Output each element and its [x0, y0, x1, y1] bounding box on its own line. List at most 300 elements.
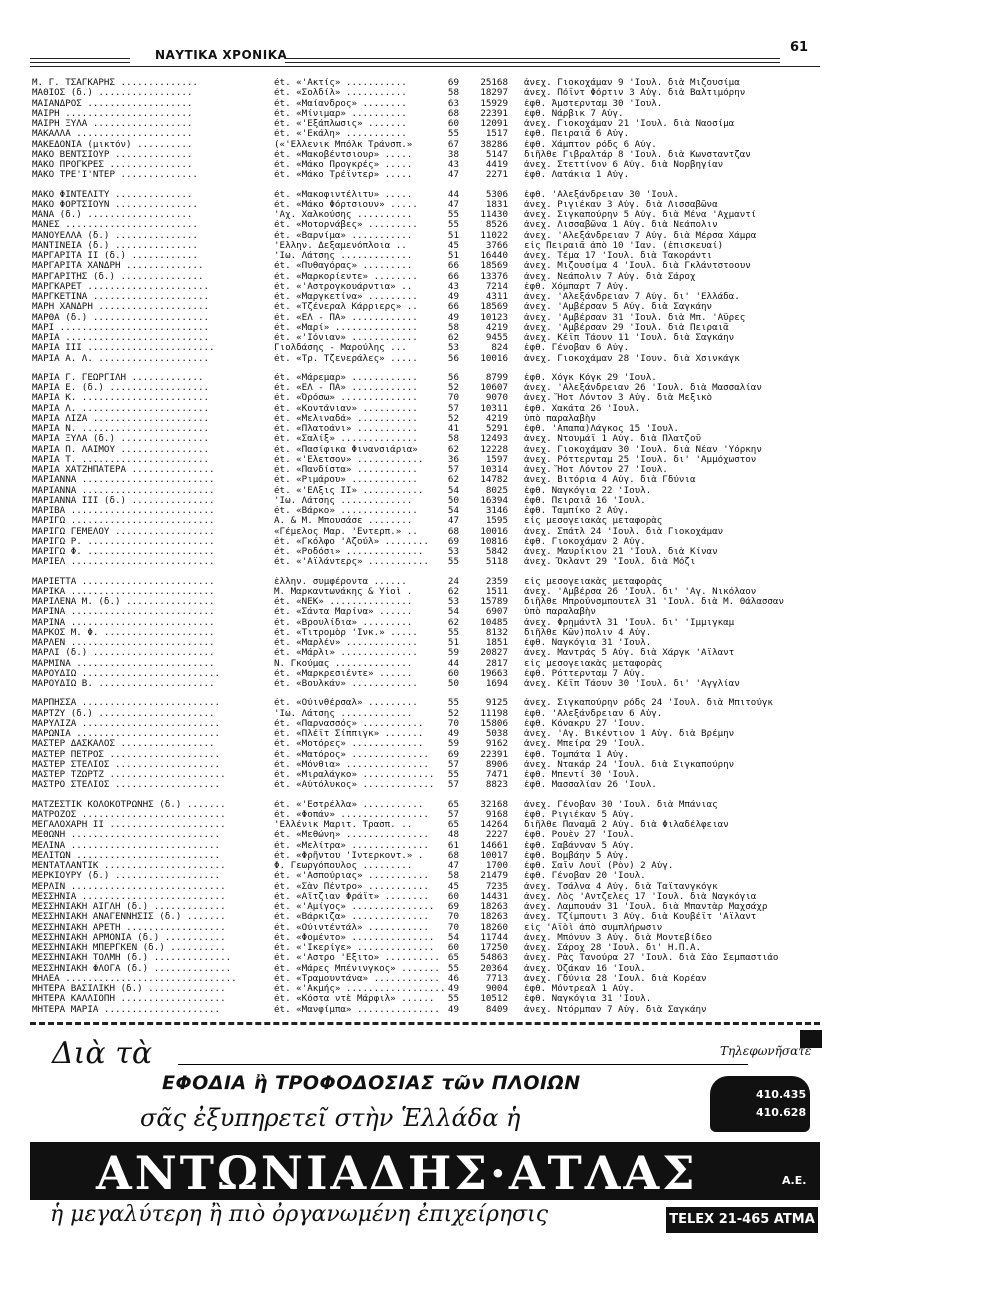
owner-agent: ét. «Μάκο Φόρτσιουν» ..... — [274, 199, 418, 210]
voyage-status: ἐφθ. Κόνακρυ 27 'Ιουν. — [524, 718, 646, 729]
owner-agent: 'Ιω. Λάτσης ............. — [274, 495, 413, 506]
voyage-status: ἐφθ. Γιοκοχάμαν 2 Αὐγ. — [524, 536, 646, 547]
tonnage: 8799 — [485, 372, 508, 383]
ship-name: ΜΑΡΘΑ (δ.) ..................... — [32, 312, 210, 323]
ad-telephone-box — [710, 1076, 810, 1132]
voyage-status: ἀνεχ. 'Αμβέρσαν 31 'Ιουλ. διὰ Μπ. 'Αϋρες — [524, 312, 746, 323]
ship-name: ΜΑΡΙΚΑ .......................... — [32, 586, 215, 597]
ship-name: ΜΑΡΙΝΑ .......................... — [32, 617, 215, 628]
ship-name: ΜΑΡΙΑ .......................... — [32, 333, 210, 343]
tonnage: 18263 — [480, 912, 508, 923]
ship-row — [32, 434, 792, 444]
voyage-status: εἰς 'Αϊὸὶ ἀπὸ συμπλήρωσιν — [524, 922, 663, 933]
owner-agent: ét. «Φοπάν» ................ — [274, 809, 429, 820]
voyage-status: ἐφθ. 'Απαπα)Λάγκος 15 'Ιουλ. — [524, 424, 679, 434]
ship-row — [32, 150, 792, 160]
owner-agent: ét. «Κόστα ντὲ Μάρφιλ» ...... — [274, 994, 435, 1005]
owner-agent: ét. «Μοτορνάβες» ......... — [274, 220, 418, 231]
ad-phone-1: 410.435 — [756, 1088, 807, 1101]
ship-row — [32, 88, 792, 98]
build-year: 55 — [447, 627, 459, 638]
voyage-status: ἀνεχ. Ντακάρ 24 'Ιουλ. διὰ Σιγκαπούρην — [524, 759, 735, 770]
ship-listing — [32, 78, 792, 1024]
ad-company-name: ΑΝΤΩΝΙΑΔΗΣ·ΑΤΛΑΣ — [96, 1146, 698, 1200]
ship-name: ΜΕΡΚΙΟΥΡΥ (δ.) ................... — [32, 871, 221, 882]
build-year: 47 — [447, 199, 459, 210]
tonnage: 22391 — [480, 749, 508, 760]
owner-agent: Φ. Γεωργόπουλος ......... — [274, 861, 413, 871]
tonnage: 18297 — [480, 88, 508, 99]
owner-agent: ét. «Ούιντέντάλ» ........... — [274, 922, 429, 933]
ship-name: ΜΑΝΤΙΝΕΙΑ (δ.) ............... — [32, 240, 198, 251]
owner-agent: ét. «Βουλκάν» ............ — [274, 679, 418, 689]
ship-row — [32, 597, 792, 607]
voyage-status: ἀνεχ. Μπόνυν 3 Αὐγ. διὰ Μοντεβίδεο — [524, 932, 713, 943]
voyage-status: ἐφθ. Πειραιᾶ 6 Αὐγ. — [524, 129, 630, 140]
build-year: 65 — [447, 799, 459, 810]
tonnage: 9004 — [485, 984, 508, 994]
voyage-status: εἰς Πειραιᾶ ἀπὸ 10 'Ιαν. (ἐπισκευαί) — [524, 240, 724, 251]
voyage-status: ἀνεχ. Ρὰς Τανούρα 27 'Ιουλ. διὰ Σὰο Σεμπαστιάο — [524, 953, 779, 964]
owner-agent: ét. «Μαρλέν» ............. — [274, 638, 418, 648]
build-year: 49 — [447, 729, 459, 739]
owner-agent: ét. «Παρνασσός» ........... — [274, 718, 424, 729]
ship-row — [32, 607, 792, 617]
ship-row — [32, 373, 792, 383]
owner-agent: ét. «ΕΛ - ΠΑ» ............ — [274, 312, 418, 323]
ad-company-banner — [30, 1142, 820, 1200]
ship-name: ΜΑΡΓΑΡΙΤΗΣ (δ.) ............... — [32, 271, 204, 282]
owner-agent: ét. «Πασίφικα Φινανσιάρια» — [274, 444, 418, 455]
build-year: 52 — [447, 383, 459, 393]
ship-name: ΜΑΡΟΥΔΙΩ Β. ..................... — [32, 679, 215, 689]
tonnage: 8526 — [485, 220, 508, 231]
ship-row — [32, 557, 792, 567]
ship-row — [32, 210, 792, 220]
tonnage: 5291 — [485, 424, 508, 434]
owner-agent: ét. «'Ιόνιαν» ............ — [274, 333, 418, 343]
header-rule-left — [30, 58, 130, 59]
voyage-status: ἀνεχ. Γδύνια 28 'Ιουλ. διὰ Κορέαν — [524, 973, 707, 984]
ship-name: ΜΑΝΑ (δ.) ................... — [32, 210, 193, 220]
build-year: 57 — [447, 465, 459, 475]
tonnage: 5118 — [485, 557, 508, 568]
owner-agent: ét. «Μελιναδά» ........... — [274, 413, 418, 424]
ad-telex: TELEX 21-465 ATMA GR. — [666, 1207, 818, 1233]
build-year: 47 — [447, 861, 459, 871]
build-year: 60 — [447, 119, 459, 129]
ship-name: ΜΑΡΓΚΑΡΕΤ ...................... — [32, 281, 210, 292]
ship-name: ΜΕΣΣΗΝΙΑΚΗ ΑΡΕΤΗ .................. — [32, 922, 226, 933]
build-year: 57 — [447, 403, 459, 414]
section-divider — [30, 1022, 820, 1025]
ship-row — [32, 923, 792, 933]
tonnage: 3766 — [485, 240, 508, 251]
ad-subheadline: σᾶς ἐξυπηρετεῖ στὴν Ἑλλάδα ἡ — [140, 1104, 521, 1132]
ship-group — [32, 800, 792, 1015]
voyage-status: ἀνεχ. Μπείρα 29 'Ιουλ. — [524, 739, 646, 750]
ship-row — [32, 861, 792, 871]
owner-agent: ét. «Αὐτόλυκος» ............. — [274, 780, 435, 791]
build-year: 55 — [447, 220, 459, 231]
voyage-status: ἀνεχ. Ἥοτ Λόντον 27 'Ιουλ. — [524, 465, 668, 475]
voyage-status: ὑπὸ παραλαβὴν — [524, 607, 596, 618]
tonnage: 18569 — [480, 261, 508, 272]
tonnage: 25168 — [480, 78, 508, 88]
owner-agent: ét. «'ΕΛξις ΙΙ» ........... — [274, 485, 424, 496]
tonnage: 8906 — [485, 759, 508, 770]
ship-row — [32, 841, 792, 851]
build-year: 55 — [447, 770, 459, 780]
tonnage: 1595 — [485, 516, 508, 527]
voyage-status: ἀνεχ. Σιγκαπούρην ρόδς 24 'Ιουλ. διὰ Μπιτούγκ — [524, 698, 773, 709]
owner-agent: ét. «Βαρνίμα» ........... — [274, 230, 413, 241]
ship-name: ΜΕΛΙΝΑ ........................... — [32, 840, 221, 851]
ship-row — [32, 679, 792, 689]
voyage-status: ἐφθ. Βομβάην 5 Αὐγ. — [524, 850, 630, 861]
owner-agent: 'Αχ. Χαλκούσης .......... — [274, 210, 413, 220]
voyage-status: ἀνεχ. Γιοκοχάμαν 28 'Ιουν. διὰ Χσινκάγκ — [524, 353, 740, 364]
ship-row — [32, 78, 792, 88]
ship-name: ΜΑΡΙΑ Ν. ....................... — [32, 424, 210, 434]
ad-underline — [178, 1064, 748, 1065]
owner-agent: ét. «Σάντα Μαρίνα» ...... — [274, 607, 413, 618]
ship-name: ΜΑΡΙΓΩ Ρ. ....................... — [32, 536, 215, 547]
ship-name: ΜΑΡΓΑΡΙΤΑ ΙΙ (δ.) ............ — [32, 251, 198, 261]
tonnage: 19663 — [480, 668, 508, 679]
ship-name: ΜΑΡΥΛΙΖΑ ......................... — [32, 718, 221, 729]
tonnage: 14661 — [480, 840, 508, 851]
ship-name: ΜΑΚΟ ΤΡΕ'Ι'ΝΤΕΡ .............. — [32, 170, 198, 181]
owner-agent: ét. «'Ελετσον» ............ — [274, 454, 424, 465]
owner-agent: ét. «Σολδίλ» ........... — [274, 88, 407, 99]
ship-row — [32, 547, 792, 557]
advertisement — [30, 1032, 820, 1253]
voyage-status: ἐφθ. Γένοβαν 20 'Ιουλ. — [524, 871, 646, 882]
ship-row — [32, 974, 792, 984]
ship-name: ΜΑΡΛΙ (δ.) ...................... — [32, 648, 215, 659]
ship-name: ΜΕΣΣΗΝΙΑΚΗ ΦΛΟΓΑ (δ.) .............. — [32, 963, 232, 974]
build-year: 38 — [447, 149, 459, 160]
voyage-status: ἀνεχ. Λαμπουάν 31 'Ιουλ. διὰ Μπαντὰρ Μαχσάχρ — [524, 902, 768, 912]
tonnage: 5147 — [485, 149, 508, 160]
build-year: 60 — [447, 943, 459, 953]
voyage-status: ἐφθ. Γένοβαν 6 Αὐγ. — [524, 343, 630, 354]
ship-row — [32, 750, 792, 760]
tonnage: 11198 — [480, 708, 508, 719]
build-year: 60 — [447, 891, 459, 902]
voyage-status: ἀνεχ. Ντόρμπαν 7 Αὐγ. διὰ Σαγκάην — [524, 1004, 707, 1015]
voyage-status: ἀνεχ. Στεττίνον 6 Αὐγ. διὰ Νορβηγίαν — [524, 160, 724, 170]
build-year: 52 — [447, 413, 459, 424]
ship-name: ΜΑΚΑΛΛΑ ..................... — [32, 129, 193, 140]
ship-name: ΜΑΡΟΥΔΙΩ ......................... — [32, 668, 221, 679]
owner-agent: ét. «Μοτόρες» ............. — [274, 739, 424, 750]
tonnage: 12228 — [480, 444, 508, 455]
voyage-status: ἀνεχ. Τζίμπουτι 3 Αὐγ. διὰ Κουβέϊτ 'Αϊλαντ — [524, 912, 757, 923]
header-rule-left-2 — [30, 62, 130, 63]
ad-telephone-block — [690, 1044, 830, 1134]
ship-name: ΜΕΣΣΗΝΙΑΚΗ ΜΠΕΡΓΚΕΝ (δ.) .......... — [32, 943, 226, 953]
voyage-status: ἀνεχ. 'Αμβέρσαν 29 'Ιουλ. διὰ Πειραιᾶ — [524, 322, 729, 333]
ship-name: ΜΕΣΣΗΝΙΑΚΗ ΑΙΓΛΗ (δ.) ............. — [32, 902, 226, 912]
owner-agent: ét. «Μακοβέντσιουρ» ..... — [274, 149, 413, 160]
build-year: 69 — [447, 78, 459, 88]
ship-row — [32, 984, 792, 994]
build-year: 51 — [447, 251, 459, 261]
voyage-status: ἐφθ. Μασσαλίαν 26 'Ιουλ. — [524, 780, 657, 791]
build-year: 54 — [447, 485, 459, 496]
tonnage: 4219 — [485, 413, 508, 424]
ad-company-suffix: Α.Ε. — [782, 1174, 807, 1187]
owner-agent: ét. «Μάρεμαρ» ............ — [274, 372, 418, 383]
voyage-status: ἐφθ. Σαῖν Λουΐ (Ρὸν) 2 Αὐγ. — [524, 861, 674, 871]
build-year: 43 — [447, 281, 459, 292]
build-year: 55 — [447, 698, 459, 709]
ship-group — [32, 373, 792, 568]
build-year: 68 — [447, 526, 459, 537]
ship-name: ΜΑΡΙΓΩ Φ. ....................... — [32, 547, 215, 557]
owner-agent: 'Ιω. Λάτσης ............. — [274, 708, 413, 719]
voyage-status: ἀνεχ. 'Αγ. Βικέντιον 1 Αὐγ. διὰ Βρέμην — [524, 729, 735, 739]
ship-name: ΜΑΚΟ ΒΕΝΤΣΙΟΥΡ .............. — [32, 149, 193, 160]
voyage-status: ἐφθ. Ναγκόγια 22 'Ιουλ. — [524, 485, 652, 496]
owner-agent: ét. «Όρόσω» .............. — [274, 393, 418, 404]
ship-row — [32, 292, 792, 302]
owner-agent: ét. «Φομέντο» ............... — [274, 932, 435, 943]
tonnage: 32168 — [480, 799, 508, 810]
build-year: 44 — [447, 189, 459, 200]
ship-name: ΜΑΣΤΕΡ ΣΤΕΛΙΟΣ ................... — [32, 759, 221, 770]
build-year: 57 — [447, 809, 459, 820]
ship-row — [32, 465, 792, 475]
build-year: 46 — [447, 973, 459, 984]
owner-agent: Ν. Γκούμας .............. — [274, 658, 413, 669]
ship-name: ΜΑΡΜΙΝΑ ......................... — [32, 658, 215, 669]
ship-row — [32, 698, 792, 708]
build-year: 65 — [447, 953, 459, 964]
ad-tagline: ἡ μεγαλύτερη ἢ πιὸ ὀργανωμένη ἐπιχείρησις — [50, 1202, 549, 1227]
build-year: 47 — [447, 170, 459, 181]
ad-headline: ΕΦΟΔΙΑ ἢ ΤΡΟΦΟΔΟΣΙΑΣ τῶν ΠΛΟΙΩΝ — [162, 1072, 581, 1094]
ship-name: ΜΑΡΙΑ Κ. ....................... — [32, 393, 210, 404]
tonnage: 10512 — [480, 994, 508, 1005]
ship-row — [32, 272, 792, 282]
voyage-status: ἐφθ. Μπεντί 30 'Ιουλ. — [524, 770, 641, 780]
owner-agent: ét. «Αἴτζιαν Φράϊτ» ........ — [274, 891, 429, 902]
build-year: 65 — [447, 820, 459, 830]
ship-row — [32, 648, 792, 658]
tonnage: 2817 — [485, 658, 508, 669]
tonnage: 22391 — [480, 108, 508, 119]
ship-name: ΜΑΡΓΚΕΤΙΝΑ ..................... — [32, 292, 210, 302]
tonnage: 7214 — [485, 281, 508, 292]
voyage-status: ἀνεχ. Κέϊπ Τάουν 30 'Ιουλ. δι' 'Αγγλίαν — [524, 679, 740, 689]
build-year: 49 — [447, 292, 459, 302]
ship-name: ΜΑΡΙΑ ΛΙΖΑ ..................... — [32, 413, 210, 424]
ship-row — [32, 1005, 792, 1015]
page-header — [30, 40, 820, 66]
ship-name: ΜΑΡΙΑ Α. Λ. .................... — [32, 353, 210, 364]
ship-name: ΜΗΛΕΑ ............................... — [32, 973, 237, 984]
ship-row — [32, 160, 792, 170]
ship-row — [32, 496, 792, 506]
ship-group — [32, 190, 792, 364]
owner-agent: ἑλλην. συμφέροντα ...... — [274, 576, 407, 587]
ship-name: ΜΑΡΙΕΛ .......................... — [32, 557, 215, 568]
ship-row — [32, 739, 792, 749]
ship-group — [32, 78, 792, 181]
ship-group — [32, 698, 792, 790]
ship-row — [32, 323, 792, 333]
voyage-status: διῆλθε Γιβραλτάρ 8 'Ιουλ. διὰ Κωνσταντζαν — [524, 149, 751, 160]
tonnage: 824 — [491, 343, 508, 354]
owner-agent: ét. «ΕΛ - ΠΑ» ............ — [274, 383, 418, 393]
build-year: 36 — [447, 454, 459, 465]
voyage-status: ἀνεχ. Κέϊπ Τάουν 11 'Ιουλ. διὰ Σαγκάην — [524, 333, 735, 343]
owner-agent: ét. «Ούινθέρσαλ» ......... — [274, 698, 418, 709]
ship-name: ΜΑΚΟ ΦΟΡΤΣΙΟΥΝ ............... — [32, 199, 198, 210]
tonnage: 10485 — [480, 617, 508, 628]
ad-phone-2: 410.628 — [756, 1106, 807, 1119]
ship-name: ΜΑΡΙΑ Τ. ....................... — [32, 454, 210, 465]
tonnage: 2271 — [485, 170, 508, 181]
ship-row — [32, 313, 792, 323]
ship-name: ΜΑΡΙΑ Ε. (δ.) .................. — [32, 383, 210, 393]
build-year: 44 — [447, 658, 459, 669]
build-year: 58 — [447, 88, 459, 99]
ship-row — [32, 516, 792, 526]
owner-agent: ét. «Μάρες Μπένινγκος» ....... — [274, 963, 440, 974]
ship-name: ΜΑΡΙΑ Π. ΛΑΙΜΟΥ ................ — [32, 444, 210, 455]
voyage-status: ἀνεχ. Φρημάντλ 31 'Ιουλ. δι' 'Ιμμιγκαμ — [524, 617, 735, 628]
tonnage: 1851 — [485, 638, 508, 648]
voyage-status: ἀνεχ. Γιοκοχάμαν 30 'Ιουλ. διὰ Νέαν 'Υόρκην — [524, 444, 762, 455]
tonnage: 10314 — [480, 465, 508, 475]
build-year: 70 — [447, 718, 459, 729]
ship-row — [32, 729, 792, 739]
owner-agent: ét. «Βρουλίδια» ......... — [274, 617, 413, 628]
ship-row — [32, 302, 792, 312]
build-year: 55 — [447, 210, 459, 220]
owner-agent: ét. «Πλέϊτ Σίππιγκ» ....... — [274, 729, 424, 739]
voyage-status: ἀνεχ. Μαντράς 5 Αὐγ. διὰ Χάργκ 'Αϊλαντ — [524, 648, 735, 659]
tonnage: 5842 — [485, 547, 508, 557]
voyage-status: ἀνεχ. Ριγιέκαν 3 Αὐγ. διὰ Λισσαβῶνα — [524, 199, 718, 210]
build-year: 62 — [447, 586, 459, 597]
ship-row — [32, 709, 792, 719]
owner-agent: ét. «Τραμουντάνα» ............ — [274, 973, 440, 984]
ship-name: ΜΕΣΣΗΝΙΑΚΗ ΤΟΛΜΗ (δ.) .............. — [32, 953, 232, 964]
tonnage: 9162 — [485, 739, 508, 750]
ship-row — [32, 933, 792, 943]
voyage-status: ἀνεχ. Ρόττερνταμ 25 'Ιουλ. δι' 'Αμμόχωστον — [524, 454, 757, 465]
voyage-status: εἰς μεσογειακὰς μεταφορὰς — [524, 658, 663, 669]
ship-row — [32, 383, 792, 393]
tonnage: 12493 — [480, 434, 508, 445]
build-year: 58 — [447, 322, 459, 333]
voyage-status: ἐφθ. 'Αλεξάνδρειαν 30 'Ιουλ. — [524, 189, 679, 200]
voyage-status: ἀνεχ. 'Αλεξάνδρειαν 26 'Ιουλ. διὰ Μασσαλίαν — [524, 383, 762, 393]
tonnage: 2227 — [485, 830, 508, 841]
ship-name: ΜΑΡΙΑΝΝΑ ΙΙΙ (δ.) ............... — [32, 495, 215, 506]
ship-name: ΜΗΤΕΡΑ ΒΑΣΙΛΙΚΗ (δ.) .............. — [32, 984, 226, 994]
owner-agent: ét. «Μαρκρεσιέντε» ...... — [274, 668, 413, 679]
voyage-status: ἐφθ. Χόμπαρτ 7 Αὐγ. — [524, 281, 630, 292]
voyage-status: ἀνεχ. Νεάπολιν 7 Αὐγ. διὰ Σάροχ — [524, 271, 696, 282]
ship-row — [32, 719, 792, 729]
ship-name: ΜΑΡΛΕΝ .......................... — [32, 638, 215, 648]
owner-agent: Α. & Μ. Μπουσάσε ........ — [274, 516, 413, 527]
ship-row — [32, 871, 792, 881]
tonnage: 10607 — [480, 383, 508, 393]
owner-agent: ét. «Κοντάνιαν» .......... — [274, 403, 418, 414]
owner-agent: ét. «'Αστρο 'Εξιτο» .......... — [274, 953, 440, 964]
owner-agent: ét. «Μίνιμαρ» .......... — [274, 108, 407, 119]
owner-agent: ét. «Βάρκιζα» .............. — [274, 912, 429, 923]
tonnage: 10016 — [480, 526, 508, 537]
owner-agent: ét. «Μαίανδρος» ........ — [274, 98, 407, 109]
tonnage: 18263 — [480, 902, 508, 912]
ship-name: ΜΑΤΖΕΣΤΙΚ ΚΟΛΟΚΟΤΡΩΝΗΣ (δ.) ....... — [32, 799, 226, 810]
ship-row — [32, 424, 792, 434]
build-year: 24 — [447, 576, 459, 587]
ship-row — [32, 99, 792, 109]
voyage-status: διῆλθε Μπρούνσμπουτελ 31 'Ιουλ. διὰ Μ. Θάλασσαν — [524, 597, 784, 607]
tonnage: 12091 — [480, 119, 508, 129]
build-year: 62 — [447, 444, 459, 455]
page-number: 61 — [790, 40, 809, 55]
tonnage: 10017 — [480, 850, 508, 861]
tonnage: 10016 — [480, 353, 508, 364]
voyage-status: ὑπὸ παραλαβὴν — [524, 413, 596, 424]
owner-agent: ét. «Φρῆντου 'Ιντερκοντ.» . — [274, 850, 424, 861]
ship-row — [32, 170, 792, 180]
build-year: 51 — [447, 230, 459, 241]
voyage-status: ἐφθ. Σαβάνναν 5 Αὐγ. — [524, 840, 635, 851]
ship-row — [32, 780, 792, 790]
ship-name: ΜΑΡΙΒΑ .......................... — [32, 506, 215, 516]
voyage-status: ἀνεχ. Σάροχ 28 'Ιουλ. δι' Η.Π.Α. — [524, 943, 702, 953]
tonnage: 1597 — [485, 454, 508, 465]
ship-row — [32, 455, 792, 465]
build-year: 55 — [447, 963, 459, 974]
ship-row — [32, 810, 792, 820]
owner-agent: ét. «Ριμάρου» ............ — [274, 475, 418, 486]
ship-name: ΜΕΝΤΑΤΛΑΝΤΙΚ ...................... — [32, 861, 226, 871]
build-year: 54 — [447, 607, 459, 618]
ship-row — [32, 964, 792, 974]
ship-row — [32, 333, 792, 343]
tonnage: 7713 — [485, 973, 508, 984]
ship-row — [32, 953, 792, 963]
tonnage: 5306 — [485, 189, 508, 200]
owner-agent: ét. «Σαλίξ» .............. — [274, 434, 418, 445]
ship-row — [32, 190, 792, 200]
tonnage: 1694 — [485, 679, 508, 689]
build-year: 56 — [447, 372, 459, 383]
tonnage: 9455 — [485, 333, 508, 343]
ship-name: ΜΑΣΤΕΡ ΠΕΤΡΟΣ .................... — [32, 749, 221, 760]
ship-name: ΜΑΡΙΑΝΝΑ ........................ — [32, 475, 215, 486]
tonnage: 11022 — [480, 230, 508, 241]
voyage-status: ἐφθ. 'Αλεξάνδρειαν 6 Αὐγ. — [524, 708, 663, 719]
tonnage: 11430 — [480, 210, 508, 220]
tonnage: 13376 — [480, 271, 508, 282]
ship-row — [32, 587, 792, 597]
ship-name: ΜΑΡΙΛΕΝΑ Μ. (δ.) ................ — [32, 597, 215, 607]
tonnage: 1517 — [485, 129, 508, 140]
